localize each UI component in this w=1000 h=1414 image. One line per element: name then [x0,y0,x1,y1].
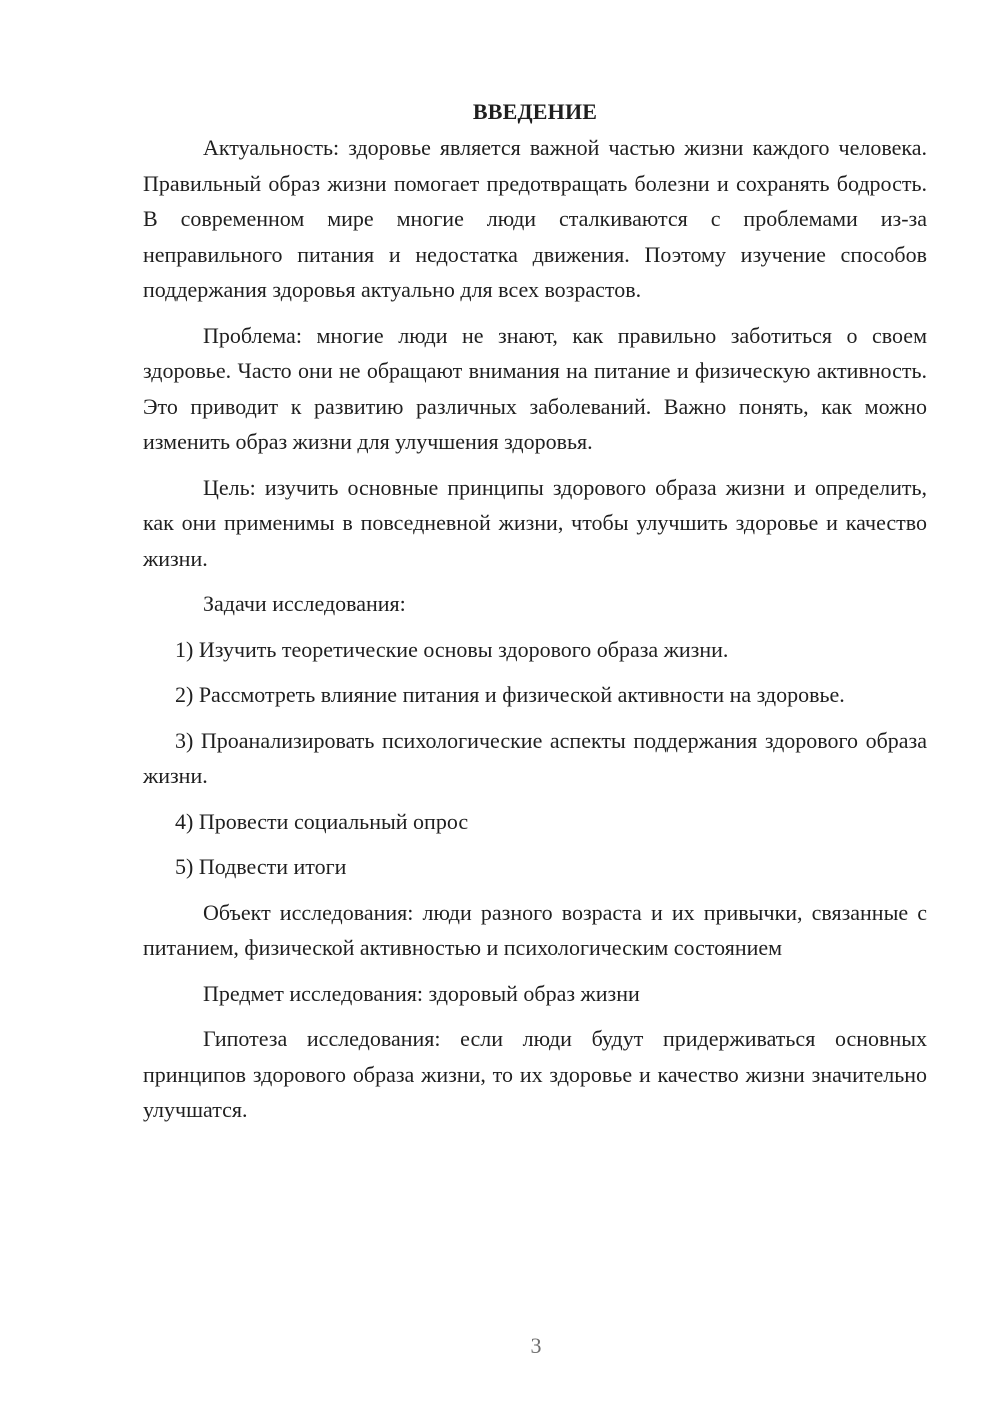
paragraph-goal: Цель: изучить основные принципы здорового образа жизни и определить, как они применимы в повседневной жизни, чтобы улучшить здоровье и качество жизни. [143,474,927,571]
paragraph-relevance: Актуальность: здоровье является важной частью жизни каждого человека. Правильный образ жизни помогает предотвращать болезни и сохранять бодрость. В современном мире многие люди сталкиваются с проблемами из-за неправильного питания и недостатка движения. Поэтому изучение способов поддержания здоровья актуально для всех возрастов. [143,135,927,302]
page-content [143,94,927,1138]
paragraph-hypothesis: Гипотеза исследования: если люди будут придерживаться основных принципов здорового образа жизни, то их здоровье и качество жизни значительно улучшатся. [143,1026,927,1122]
tasks-heading: Задачи исследования: [203,591,406,616]
task-item: 4) Провести социальный опрос [175,808,469,834]
page-number: 3 [530,1333,542,1358]
task-item: 5) Подвести итоги [175,854,347,879]
task-item: 2) Рассмотреть влияние питания и физической активности на здоровье. [175,682,845,707]
paragraph-problem: Проблема: многие люди не знают, как правильно заботиться о своем здоровье. Часто они не обращают внимания на питание и физическую активность. Это приводит к развитию различных заболеваний. Важно понять, как можно изменить образ жизни для улучшения здоровья. [143,322,927,454]
task-item: 1) Изучить теоретические основы здорового образа жизни. [175,636,729,662]
page-title: ВВЕДЕНИЕ [472,99,598,124]
paragraph-object: Объект исследования: люди разного возраста и их привычки, связанные с питанием, физической активностью и психологическим состоянием [143,899,927,960]
task-item: 3) Проанализировать психологические аспекты поддержания здорового образа жизни. [143,727,927,788]
paragraph-subject: Предмет исследования: здоровый образ жизни [203,980,640,1006]
